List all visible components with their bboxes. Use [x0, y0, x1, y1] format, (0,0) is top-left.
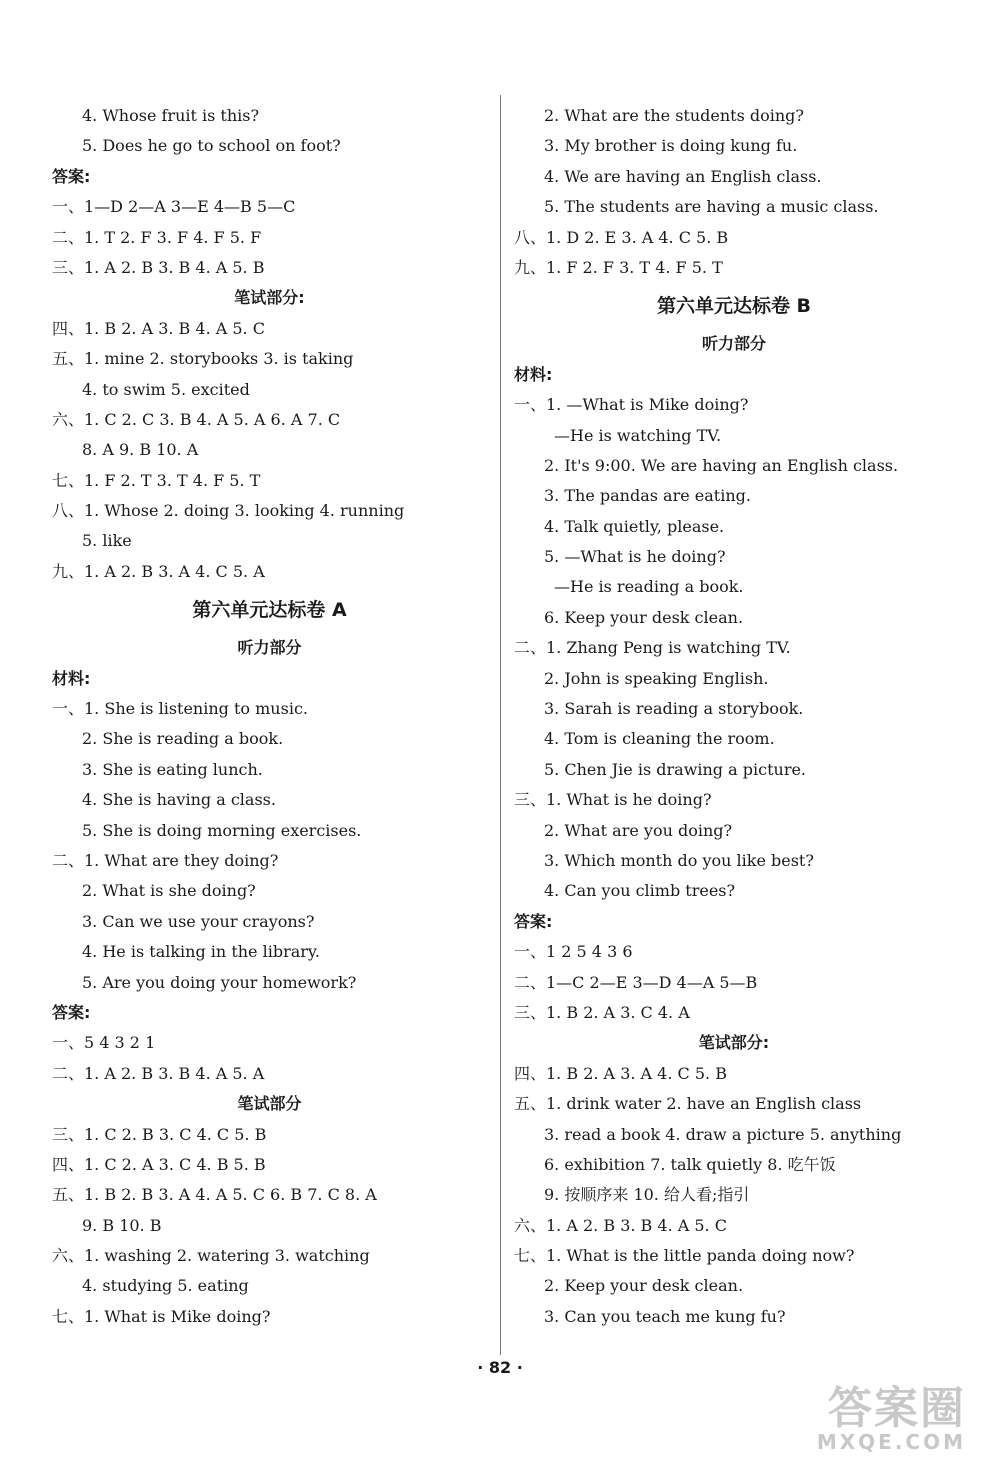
text-line: 2. What are you doing? — [544, 820, 733, 840]
text-line: 3. She is eating lunch. — [82, 759, 263, 779]
text-line: 六、1. A 2. B 3. B 4. A 5. C — [514, 1215, 727, 1235]
section-heading: 笔试部分: — [698, 1033, 770, 1053]
text-line: 4. Whose fruit is this? — [82, 106, 260, 125]
text-line: 4. Tom is cleaning the room. — [544, 729, 775, 749]
answers-label: 答案: — [514, 911, 553, 931]
text-line: 9. B 10. B — [82, 1215, 162, 1235]
text-line: 5. She is doing morning exercises. — [82, 820, 362, 840]
text-line: 3. My brother is doing kung fu. — [544, 136, 798, 156]
text-line: 八、1. Whose 2. doing 3. looking 4. running — [52, 501, 405, 521]
text-line: 4. He is talking in the library. — [82, 942, 320, 962]
text-line: 3. read a book 4. draw a picture 5. anything — [544, 1124, 902, 1144]
text-line: 5. The students are having a music class. — [544, 197, 879, 217]
text-line: 5. Chen Jie is drawing a picture. — [544, 759, 807, 779]
text-line: 4. studying 5. eating — [82, 1276, 249, 1296]
text-line: 2. What is she doing? — [82, 881, 256, 901]
watermark-logo — [736, 1372, 966, 1462]
section-heading: 听力部分 — [237, 638, 302, 658]
column-divider — [500, 95, 501, 1355]
text-line: —He is reading a book. — [554, 577, 744, 597]
left-column — [52, 101, 487, 1332]
text-line: 九、1. F 2. F 3. T 4. F 5. T — [514, 257, 723, 277]
text-line: 二、1. What are they doing? — [52, 850, 279, 870]
section-heading: 笔试部分: — [234, 288, 305, 308]
text-line: 4. She is having a class. — [82, 790, 276, 810]
text-line: 2. Keep your desk clean. — [544, 1276, 744, 1296]
text-line: —He is watching TV. — [554, 425, 722, 445]
text-line: 2. It's 9:00. We are having an English class. — [544, 455, 899, 475]
text-line: 九、1. A 2. B 3. A 4. C 5. A — [52, 561, 265, 581]
text-line: 七、1. What is Mike doing? — [52, 1306, 271, 1326]
page-number: · 82 · — [477, 1358, 523, 1377]
text-line: 五、1. drink water 2. have an English class — [514, 1094, 862, 1114]
text-line: 五、1. B 2. B 3. A 4. A 5. C 6. B 7. C 8. A — [52, 1185, 377, 1205]
text-line: 5. Are you doing your homework? — [82, 972, 357, 992]
text-line: 3. Can we use your crayons? — [82, 911, 315, 931]
text-line: 二、1. Zhang Peng is watching TV. — [514, 638, 791, 658]
text-line: 六、1. washing 2. watering 3. watching — [52, 1246, 370, 1266]
text-line: 七、1. F 2. T 3. T 4. F 5. T — [52, 470, 261, 490]
text-line: 一、1. —What is Mike doing? — [514, 395, 749, 415]
text-line: 一、1—D 2—A 3—E 4—B 5—C — [52, 197, 296, 217]
text-line: 6. Keep your desk clean. — [544, 607, 744, 627]
section-heading: 笔试部分 — [237, 1094, 302, 1114]
watermark-url: MXQE.COM — [816, 1430, 966, 1454]
materials-label: 材料: — [514, 364, 553, 384]
answers-label: 答案: — [52, 166, 91, 186]
text-line: 4. We are having an English class. — [544, 166, 822, 186]
text-line: 二、1. A 2. B 3. B 4. A 5. A — [52, 1063, 265, 1083]
text-line: 一、1. She is listening to music. — [52, 699, 308, 719]
text-line: 5. like — [82, 531, 132, 551]
section-heading: 听力部分 — [701, 334, 766, 354]
answers-label: 答案: — [52, 1002, 91, 1022]
text-line: 一、1 2 5 4 3 6 — [514, 942, 633, 962]
text-line: 9. 按顺序来 10. 给人看;指引 — [544, 1185, 750, 1205]
unit-title-a: 第六单元达标卷 A — [192, 599, 347, 622]
text-line: 四、1. B 2. A 3. A 4. C 5. B — [514, 1063, 727, 1083]
text-line: 四、1. C 2. A 3. C 4. B 5. B — [52, 1154, 266, 1174]
text-line: 三、1. What is he doing? — [514, 790, 712, 810]
right-column — [514, 101, 954, 1332]
text-line: 八、1. D 2. E 3. A 4. C 5. B — [514, 227, 729, 247]
unit-title-b: 第六单元达标卷 B — [656, 295, 812, 318]
text-line: 8. A 9. B 10. A — [82, 440, 199, 460]
text-line: 五、1. mine 2. storybooks 3. is taking — [52, 349, 354, 369]
text-line: 2. What are the students doing? — [544, 106, 804, 125]
text-line: 6. exhibition 7. talk quietly 8. 吃午饭 — [544, 1154, 836, 1174]
text-line: 5. Does he go to school on foot? — [82, 136, 341, 156]
text-line: 2. John is speaking English. — [544, 668, 769, 688]
materials-label: 材料: — [52, 668, 91, 688]
text-line: 3. Which month do you like best? — [544, 850, 814, 870]
text-line: 4. Talk quietly, please. — [544, 516, 725, 536]
text-line: 4. to swim 5. excited — [82, 379, 250, 399]
text-line: 四、1. B 2. A 3. B 4. A 5. C — [52, 318, 265, 338]
text-line: 2. She is reading a book. — [82, 729, 284, 749]
text-line: 3. The pandas are eating. — [544, 486, 751, 506]
text-line: 二、1—C 2—E 3—D 4—A 5—B — [514, 972, 758, 992]
text-line: 七、1. What is the little panda doing now? — [514, 1246, 855, 1266]
text-line: 一、5 4 3 2 1 — [52, 1033, 156, 1053]
text-line: 4. Can you climb trees? — [544, 881, 736, 901]
text-line: 3. Can you teach me kung fu? — [544, 1306, 786, 1326]
text-line: 3. Sarah is reading a storybook. — [544, 699, 804, 719]
text-line: 5. —What is he doing? — [544, 547, 726, 567]
watermark-text: 答案圈 — [828, 1383, 966, 1434]
text-line: 三、1. A 2. B 3. B 4. A 5. B — [52, 257, 265, 277]
text-line: 三、1. C 2. B 3. C 4. C 5. B — [52, 1124, 267, 1144]
text-line: 六、1. C 2. C 3. B 4. A 5. A 6. A 7. C — [52, 409, 341, 429]
text-line: 三、1. B 2. A 3. C 4. A — [514, 1002, 690, 1022]
text-line: 二、1. T 2. F 3. F 4. F 5. F — [52, 227, 262, 247]
